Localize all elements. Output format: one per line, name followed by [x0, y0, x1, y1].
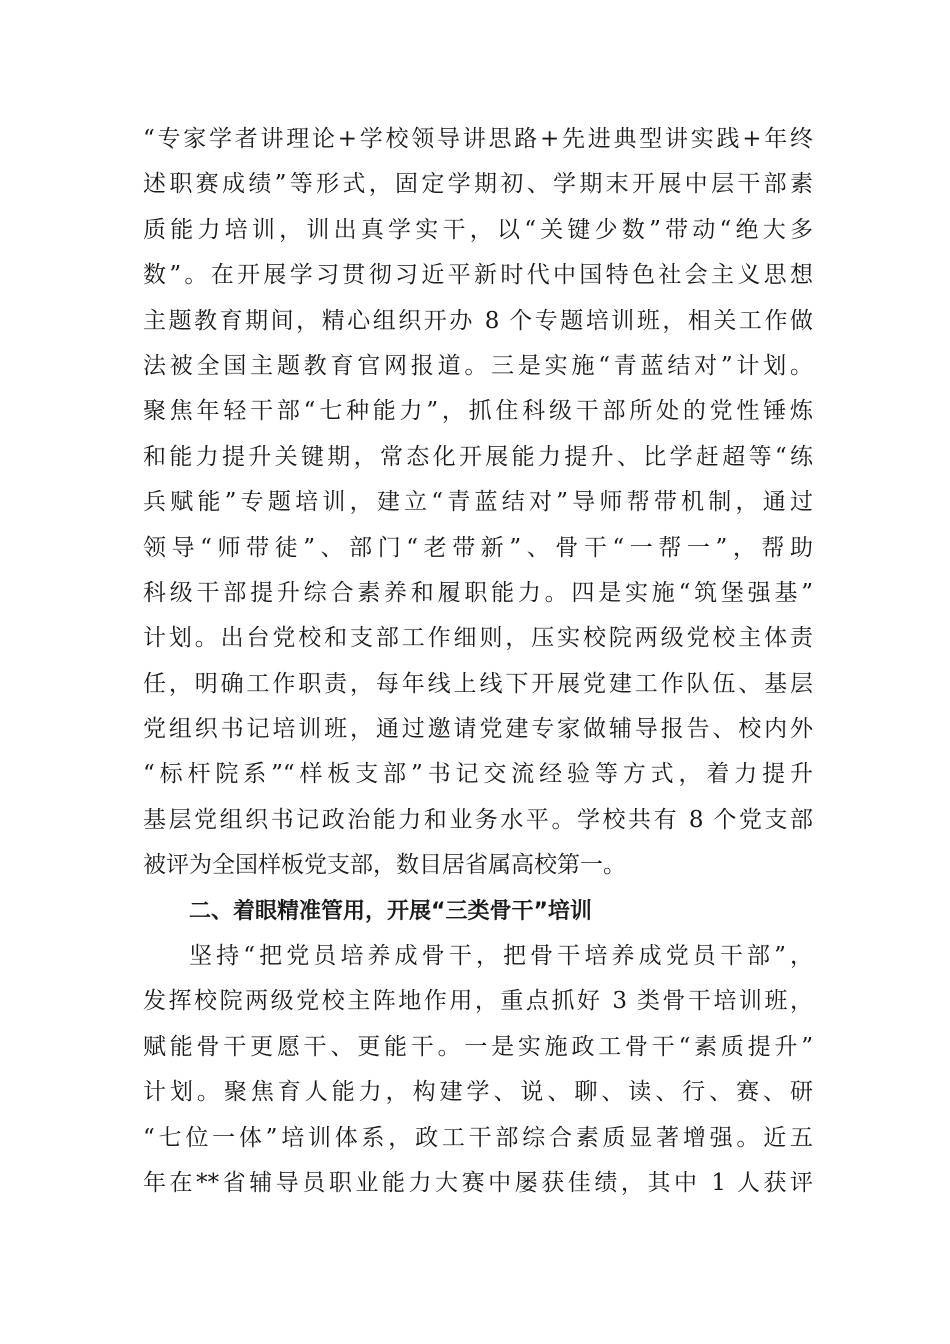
- text-line: 基层党组织书记政治能力和业务水平。学校共有 8 个党支部: [143, 806, 813, 833]
- text-line: 兵赋能”专题培训，建立“青蓝结对”导师帮带机制，通过: [143, 489, 813, 516]
- text-line: “七位一体”培训体系，政工干部综合素质显著增强。近五: [143, 1124, 813, 1151]
- text-line: 数”。在开展学习贯彻习近平新时代中国特色社会主义思想: [143, 262, 813, 289]
- text-line: 质能力培训，训出真学实干，以“关键少数”带动“绝大多: [143, 216, 813, 243]
- text-line: 述职赛成绩”等形式，固定学期初、学期末开展中层干部素: [143, 171, 813, 198]
- paragraph-1: [143, 117, 813, 889]
- text-line: 坚持“把党员培养成骨干，把骨干培养成党员干部”，: [189, 943, 813, 970]
- text-line: 被评为全国样板党支部，数目居省属高校第一。: [143, 852, 626, 879]
- text-line: 聚焦年轻干部“七种能力”，抓住科级干部所处的党性锤炼: [143, 398, 813, 425]
- text-line: “标杆院系”“样板支部”书记交流经验等方式，着力提升: [143, 761, 813, 788]
- text-line: 党组织书记培训班，通过邀请党建专家做辅导报告、校内外: [143, 716, 813, 743]
- text-line: 计划。出台党校和支部工作细则，压实校院两级党校主体责: [143, 625, 813, 652]
- text-line: 计划。聚焦育人能力，构建学、说、聊、读、行、赛、研: [143, 1079, 813, 1106]
- text-line: 法被全国主题教育官网报道。三是实施“青蓝结对”计划。: [143, 352, 813, 379]
- text-line: 主题教育期间，精心组织开办 8 个专题培训班，相关工作做: [143, 307, 813, 334]
- section-heading: 二、着眼精准管用，开展“三类骨干”培训: [189, 898, 592, 924]
- text-line: 年在**省辅导员职业能力大赛中屡获佳绩，其中 1 人获评: [143, 1169, 813, 1196]
- text-line: 发挥校院两级党校主阵地作用，重点抓好 3 类骨干培训班，: [143, 988, 813, 1015]
- text-line: 科级干部提升综合素养和履职能力。四是实施“筑堡强基”: [143, 579, 813, 606]
- text-line: “专家学者讲理论+学校领导讲思路+先进典型讲实践+年终: [143, 126, 813, 152]
- document-body: [143, 117, 813, 1206]
- text-line: 领导“师带徒”、部门“老带新”、骨干“一帮一”，帮助: [143, 534, 813, 561]
- text-line: 和能力提升关键期，常态化开展能力提升、比学赶超等“练: [143, 443, 813, 470]
- paragraph-2: [143, 934, 813, 1206]
- text-line: 任，明确工作职责，每年线上线下开展党建工作队伍、基层: [143, 670, 813, 697]
- text-line: 赋能骨干更愿干、更能干。一是实施政工骨干“素质提升”: [143, 1033, 813, 1060]
